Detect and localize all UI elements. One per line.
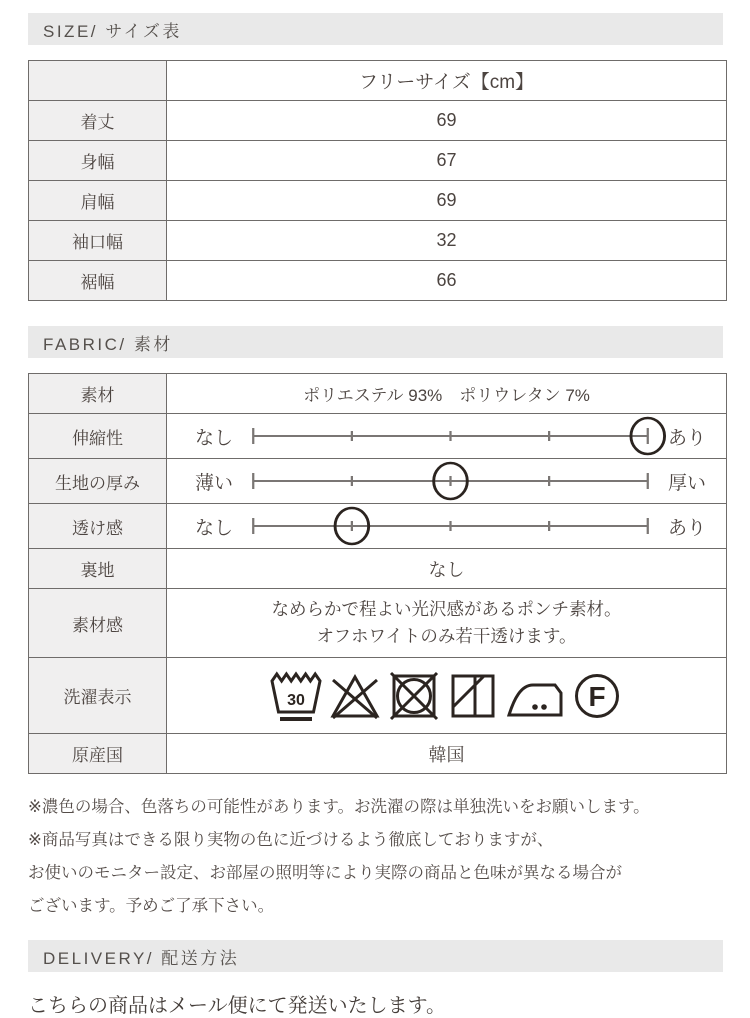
delivery-section-title: DELIVERY/ 配送方法 [43, 948, 240, 968]
stretch-scale-cell [167, 414, 727, 459]
scale-left-label: なし [195, 427, 234, 449]
sheerness-scale [181, 504, 712, 548]
line-dry-in-shade-icon [447, 667, 499, 725]
size-row-label: 袖口幅 [29, 221, 167, 261]
svg-text:30: 30 [287, 691, 305, 709]
fabric-row-sheerness [29, 504, 727, 549]
origin-value: 韓国 [167, 734, 727, 774]
size-row-value: 32 [167, 221, 727, 261]
fabric-row-label: 素材 [29, 374, 167, 414]
sheerness-scale-meter-icon [251, 504, 650, 548]
size-table-corner-cell [29, 61, 167, 101]
care-symbols [167, 667, 726, 725]
fabric-row-lining [29, 549, 727, 589]
thickness-scale-cell [167, 459, 727, 504]
size-table-column-header: フリーサイズ【cm】 [167, 61, 727, 101]
fabric-row-origin [29, 734, 727, 774]
note-line: ※濃色の場合、色落ちの可能性があります。お洗濯の際は単独洗いをお願いします。 [28, 798, 650, 816]
size-row-label: 着丈 [29, 101, 167, 141]
delivery-section-header [28, 940, 723, 972]
fabric-section-title: FABRIC/ 素材 [43, 334, 173, 354]
stretch-scale-meter-icon [251, 414, 650, 458]
fabric-table [28, 373, 727, 774]
content-column [28, 13, 727, 1018]
professional-dry-clean-F-icon [571, 667, 623, 725]
texture-line-2: オフホワイトのみ若干透けます。 [316, 626, 577, 646]
scale-left-label: 薄い [195, 472, 234, 494]
size-row-shoulder-width [29, 181, 727, 221]
fabric-row-label: 原産国 [29, 734, 167, 774]
material-value: ポリエステル 93% ポリウレタン 7% [167, 374, 727, 414]
size-section-title: SIZE/ サイズ表 [43, 21, 182, 41]
fabric-row-label: 裏地 [29, 549, 167, 589]
size-row-value: 67 [167, 141, 727, 181]
care-symbols-cell [167, 658, 727, 734]
do-not-tumble-dry-icon [388, 667, 440, 725]
fabric-row-care [29, 658, 727, 734]
size-row-label: 肩幅 [29, 181, 167, 221]
scale-right-label: 厚い [667, 472, 706, 494]
sheerness-scale-cell [167, 504, 727, 549]
size-row-label: 裾幅 [29, 261, 167, 301]
fabric-section-header [28, 326, 723, 358]
size-row-value: 66 [167, 261, 727, 301]
scale-right-label: あり [667, 427, 706, 449]
scale-left-label: なし [195, 517, 234, 539]
size-row-value: 69 [167, 181, 727, 221]
fabric-row-label: 生地の厚み [29, 459, 167, 504]
note-line: ※商品写真はできる限り実物の色に近づけるよう徹底しておりますが、 [28, 831, 554, 849]
size-row-length [29, 101, 727, 141]
fabric-row-material [29, 374, 727, 414]
fabric-row-label: 伸縮性 [29, 414, 167, 459]
size-row-value: 69 [167, 101, 727, 141]
product-detail-page [0, 13, 750, 1017]
fabric-row-texture [29, 589, 727, 658]
iron-medium-two-dots-icon [506, 673, 564, 719]
do-not-bleach-icon [329, 667, 381, 725]
lining-value: なし [167, 549, 727, 589]
texture-value [167, 589, 727, 658]
scale-right-label: あり [667, 517, 706, 539]
fabric-row-label: 洗濯表示 [29, 658, 167, 734]
thickness-scale-meter-icon [251, 459, 650, 503]
fabric-row-label: 透け感 [29, 504, 167, 549]
texture-line-1: なめらかで程よい光沢感があるポンチ素材。 [271, 599, 622, 619]
note-line: ございます。予めご了承下さい。 [28, 897, 275, 915]
delivery-text: こちらの商品はメール便にて発送いたします。 [28, 995, 446, 1017]
size-row-hem-width [29, 261, 727, 301]
size-row-label: 身幅 [29, 141, 167, 181]
svg-text:F: F [588, 680, 606, 712]
fabric-row-label: 素材感 [29, 589, 167, 658]
wash-30-gentle-icon [270, 667, 322, 725]
size-row-cuff-width [29, 221, 727, 261]
fabric-row-stretch [29, 414, 727, 459]
notes [28, 791, 727, 923]
note-line: お使いのモニター設定、お部屋の照明等により実際の商品と色味が異なる場合が [28, 864, 622, 882]
size-section-header [28, 13, 723, 45]
size-table-header-row [29, 61, 727, 101]
thickness-scale [181, 459, 712, 503]
size-row-body-width [29, 141, 727, 181]
stretch-scale [181, 414, 712, 458]
fabric-row-thickness [29, 459, 727, 504]
size-table [28, 60, 727, 301]
